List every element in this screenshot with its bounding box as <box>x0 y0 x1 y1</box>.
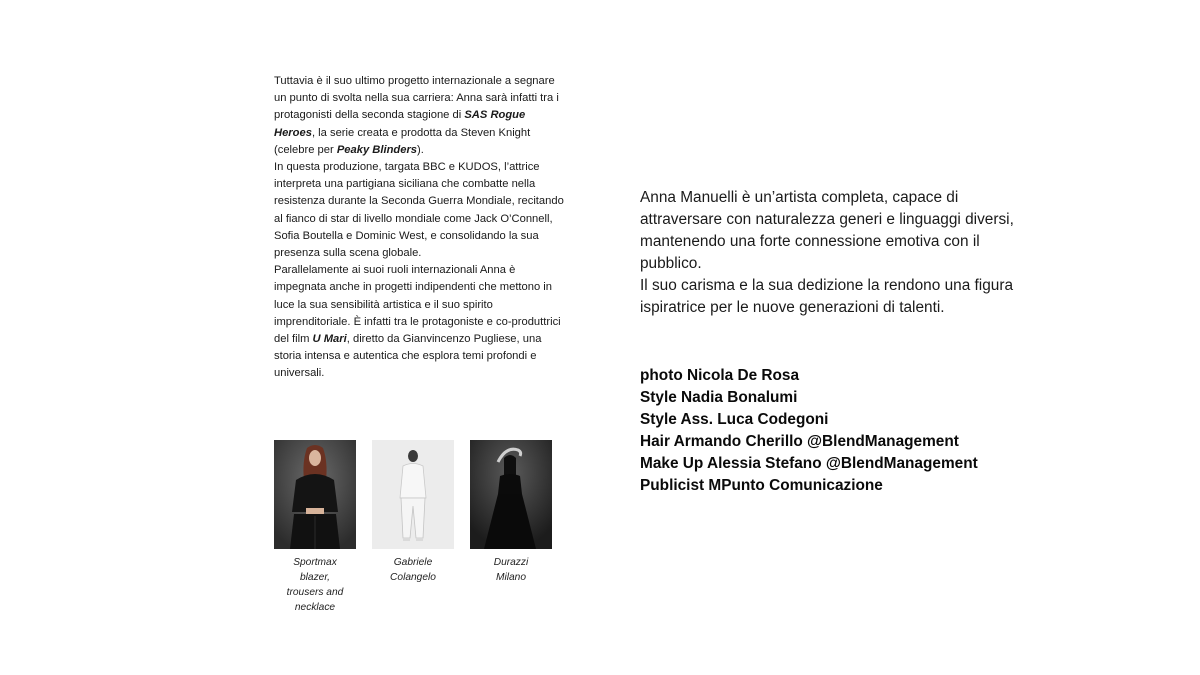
film-title: U Mari <box>312 333 347 346</box>
article-paragraph-3: Parallelamente ai suoi ruoli internazionali Anna è impegnata anche in progetti indipendenti che mettono in luce la sua sensibilità artistica e il suo spirito imprenditoriale. È infatti tra le protagoniste e co-produttrici del film U Mari, diretto da Gianvincenzo Pugliese, una storia intensa e autentica che esplora temi profondi e universali. <box>274 264 561 380</box>
credit-line: Style Nadia Bonalumi <box>640 389 798 406</box>
photo-gallery <box>274 440 564 620</box>
photo-item <box>372 440 454 585</box>
photo-caption: Durazzi Milano <box>493 557 529 583</box>
photo-credits <box>640 365 1060 497</box>
photo-item <box>274 440 356 615</box>
portrait-image <box>274 440 356 549</box>
credit-line: photo Nicola De Rosa <box>640 367 800 384</box>
photo-caption: Sportmax blazer, trousers and necklace <box>286 557 344 613</box>
credit-line: Make Up Alessia Stefano @BlendManagement <box>640 455 978 472</box>
right-paragraph-2: Il suo carisma e la sua dedizione la rendono una figura ispiratrice per le nuove generazioni di talenti. <box>640 277 1014 316</box>
article-paragraph-1: Tuttavia è il suo ultimo progetto internazionale a segnare un punto di svolta nella sua carriera: Anna sarà infatti tra i protagonisti della seconda stagione di SAS Rogue Heroes, la serie creata e prodotta da Steven Knight (celebre per Peaky Blinders). <box>274 75 559 156</box>
photo-gabriele-colangelo <box>372 440 454 549</box>
right-article-column <box>640 187 1030 319</box>
series-title: SAS Rogue Heroes <box>274 109 526 139</box>
left-article-column <box>274 73 566 383</box>
photo-sportmax <box>274 440 356 549</box>
show-title: Peaky Blinders <box>336 143 418 156</box>
portrait-image <box>372 440 454 549</box>
credit-line: Hair Armando Cherillo @BlendManagement <box>640 433 959 450</box>
credit-line: Style Ass. Luca Codegoni <box>640 411 829 428</box>
article-paragraph-2: In questa produzione, targata BBC e KUDOS, l’attrice interpreta una partigiana siciliana che combatte nella resistenza durante la Seconda Guerra Mondiale, recitando al fianco di star di livello mondiale come Jack O’Connell, Sofia Boutella e Dominic West, e consolidando la sua presenza sulla scena globale. <box>274 161 564 260</box>
photo-caption: Gabriele Colangelo <box>390 557 436 583</box>
portrait-image <box>470 440 552 549</box>
photo-item <box>470 440 552 585</box>
photo-durazzi-milano <box>470 440 552 549</box>
right-paragraph-1: Anna Manuelli è un’artista completa, capace di attraversare con naturalezza generi e linguaggi diversi, mantenendo una forte connessione emotiva con il pubblico. <box>640 189 1014 272</box>
credit-line: Publicist MPunto Comunicazione <box>640 477 883 494</box>
